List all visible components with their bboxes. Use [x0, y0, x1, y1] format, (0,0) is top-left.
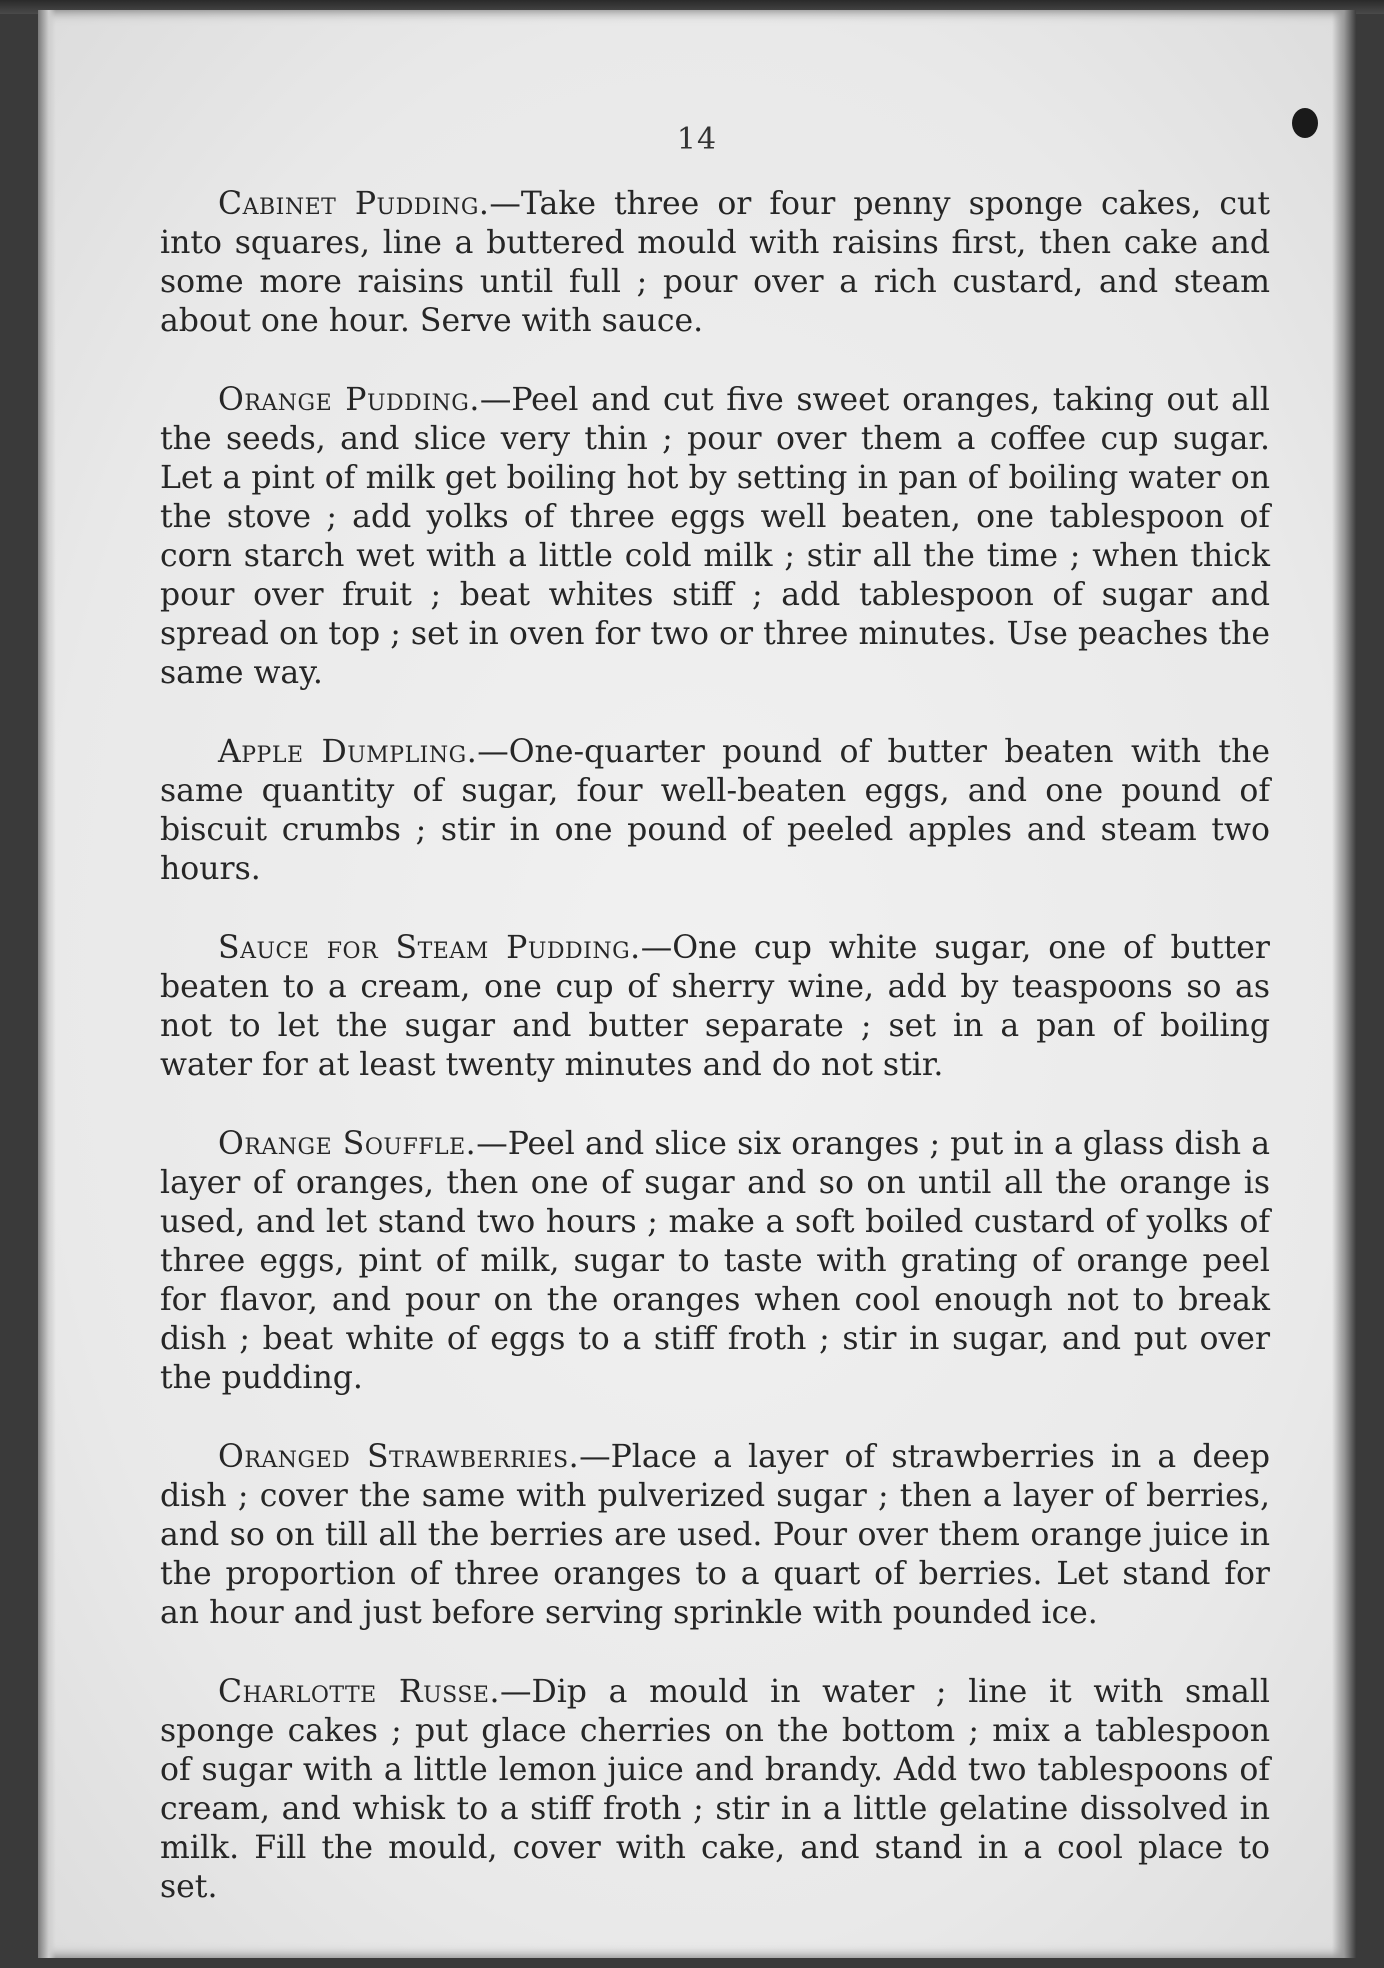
recipe-orange-souffle — [160, 1125, 1270, 1398]
recipe-sauce-for-steam-pudding — [160, 929, 1270, 1085]
recipe-title: Cabinet Pudding. — [218, 186, 490, 222]
recipe-cabinet-pudding — [160, 185, 1270, 341]
recipe-charlotte-russe — [160, 1673, 1270, 1907]
recipe-body: —One cup white sugar, one of butter beaten to a cream, one cup of sherry wine, add by teaspoons so as not to let the sugar and butter separate ; set in a pan of boiling water for at least twenty minutes and do not stir. — [160, 930, 1270, 1083]
recipe-body: —One-quarter pound of butter beaten with the same quantity of sugar, four well-beaten eggs, and one pound of biscuit crumbs ; stir in one pound of peeled apples and steam two hours. — [160, 734, 1270, 887]
recipe-title: Sauce for Steam Pudding. — [218, 930, 641, 966]
recipe-title: Orange Pudding. — [218, 382, 480, 418]
recipe-title: Charlotte Russe. — [218, 1674, 500, 1710]
page-right-edge — [1332, 10, 1356, 1958]
recipe-oranged-strawberries — [160, 1438, 1270, 1633]
recipe-text-block — [160, 185, 1270, 1947]
page-binding-edge — [38, 10, 56, 1958]
recipe-body: —Peel and slice six oranges ; put in a glass dish a layer of oranges, then one of sugar and so on until all the orange is used, and let stand two hours ; make a soft boiled custard of yolks of three eggs, pint of milk, sugar to taste with grating of orange peel for flavor, and pour on the oranges when cool enough not to break dish ; beat white of eggs to a stiff froth ; stir in sugar, and put over the pudding. — [160, 1126, 1270, 1396]
recipe-title: Orange Souffle. — [218, 1126, 477, 1162]
recipe-apple-dumpling — [160, 733, 1270, 889]
recipe-orange-pudding — [160, 381, 1270, 693]
page-number: 14 — [676, 122, 718, 157]
recipe-title: Oranged Strawberries. — [218, 1439, 580, 1475]
recipe-body: —Take three or four penny sponge cakes, cut into squares, line a buttered mould with raisins first, then cake and some more raisins until full ; pour over a rich custard, and steam about one hour. Serve with sauce. — [160, 186, 1270, 339]
recipe-title: Apple Dumpling. — [218, 734, 478, 770]
recipe-body: —Place a layer of strawberries in a deep dish ; cover the same with pulverized sugar ; then a layer of berries, and so on till all the berries are used. Pour over them orange juice in the proportion of three oranges to a quart of berries. Let stand for an hour and just before serving sprinkle with pounded ice. — [160, 1439, 1270, 1631]
recipe-body: —Peel and cut five sweet oranges, taking out all the seeds, and slice very thin ; pour over them a coffee cup sugar. Let a pint of milk get boiling hot by setting in pan of boiling water on the stove ; add yolks of three eggs well beaten, one tablespoon of corn starch wet with a little cold milk ; stir all the time ; when thick pour over fruit ; beat whites stiff ; add tablespoon of sugar and spread on top ; set in oven for two or three minutes. Use peaches the same way. — [160, 382, 1270, 691]
recipe-body: —Dip a mould in water ; line it with small sponge cakes ; put glace cherries on the bottom ; mix a tablespoon of sugar with a little lemon juice and brandy. Add two tablespoons of cream, and whisk to a stiff froth ; stir in a little gelatine dissolved in milk. Fill the mould, cover with cake, and stand in a cool place to set. — [160, 1674, 1270, 1905]
book-page — [38, 10, 1356, 1958]
